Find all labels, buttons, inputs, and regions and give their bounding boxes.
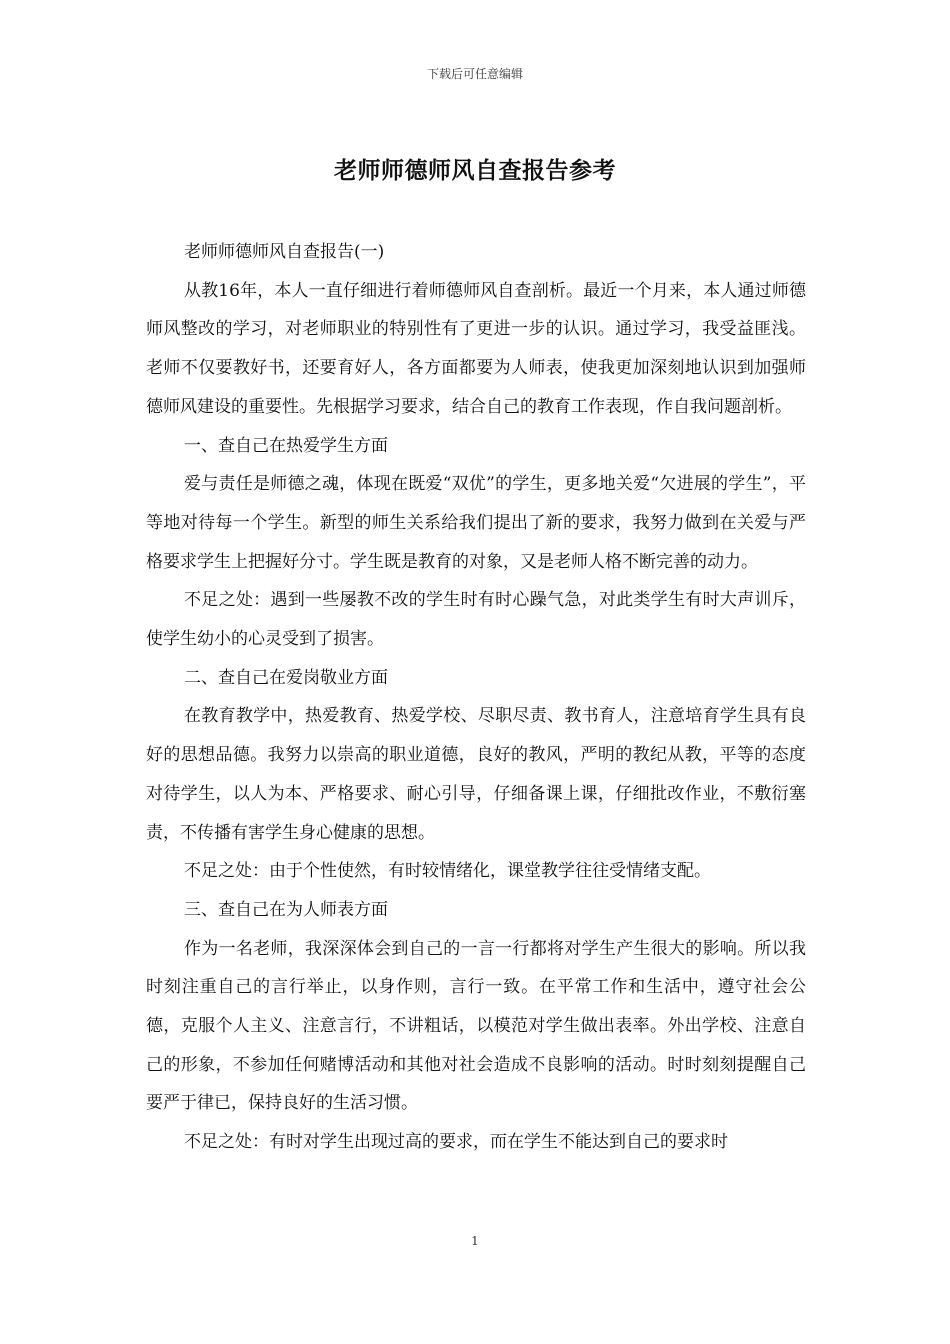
section-heading: 一、查自己在热爱学生方面 <box>184 435 388 456</box>
body-paragraph: 从教16年，本人一直仔细进行着师德师风自查剖析。最近一个月来，本人通过师德师风整改的学习，对老师职业的特别性有了更进一步的认识。通过学习，我受益匪浅。老师不仅要教好书，还要育好人，各方面都要为人师表，使我更加深刻地认识到加强师德师风建设的重要性。先根据学习要求，结合自己的教育工作表现，作自我问题剖析。 <box>146 280 806 417</box>
body-paragraph: 不足之处：有时对学生出现过高的要求，而在学生不能达到自己的要求时 <box>184 1132 728 1153</box>
section-subtitle: 老师师德师风自查报告(一) <box>184 242 385 262</box>
document-body <box>146 233 806 1162</box>
body-paragraph: 爱与责任是师德之魂，体现在既爱“双优”的学生，更多地关爱“欠进展的学生”，平等地对待每一个学生。新型的师生关系给我们提出了新的要求，我努力做到在关爱与严格要求学生上把握好分寸。学生既是教育的对象，又是老师人格不断完善的动力。 <box>146 474 806 572</box>
body-paragraph: 在教育教学中，热爱教育、热爱学校、尽职尽责、教书育人，注意培育学生具有良好的思想品德。我努力以崇高的职业道德，良好的教风，严明的教纪从教，平等的态度对待学生，以人为本、严格要求、耐心引导，仔细备课上课，仔细批改作业，不敷衍塞责，不传播有害学生身心健康的思想。 <box>146 706 806 843</box>
body-paragraph: 作为一名老师，我深深体会到自己的一言一行都将对学生产生很大的影响。所以我时刻注重自己的言行举止，以身作则，言行一致。在平常工作和生活中，遵守社会公德，克服个人主义、注意言行，不讲粗话，以模范对学生做出表率。外出学校、注意自己的形象，不参加任何赌博活动和其他对社会造成不良影响的活动。时时刻刻提醒自己要严于律已，保持良好的生活习惯。 <box>146 938 806 1114</box>
body-paragraph: 不足之处：由于个性使然，有时较情绪化，课堂教学往往受情绪支配。 <box>184 861 711 882</box>
document-title: 老师师德师风自查报告参考 <box>334 157 616 184</box>
header-note: 下载后可任意编辑 <box>426 67 523 81</box>
body-paragraph: 不足之处：遇到一些屡教不改的学生时有时心躁气急，对此类学生有时大声训斥，使学生幼小的心灵受到了损害。 <box>146 590 806 650</box>
section-heading: 三、查自己在为人师表方面 <box>184 899 388 920</box>
section-heading: 二、查自己在爱岗敬业方面 <box>184 667 388 688</box>
page-number: 1 <box>471 1234 479 1248</box>
